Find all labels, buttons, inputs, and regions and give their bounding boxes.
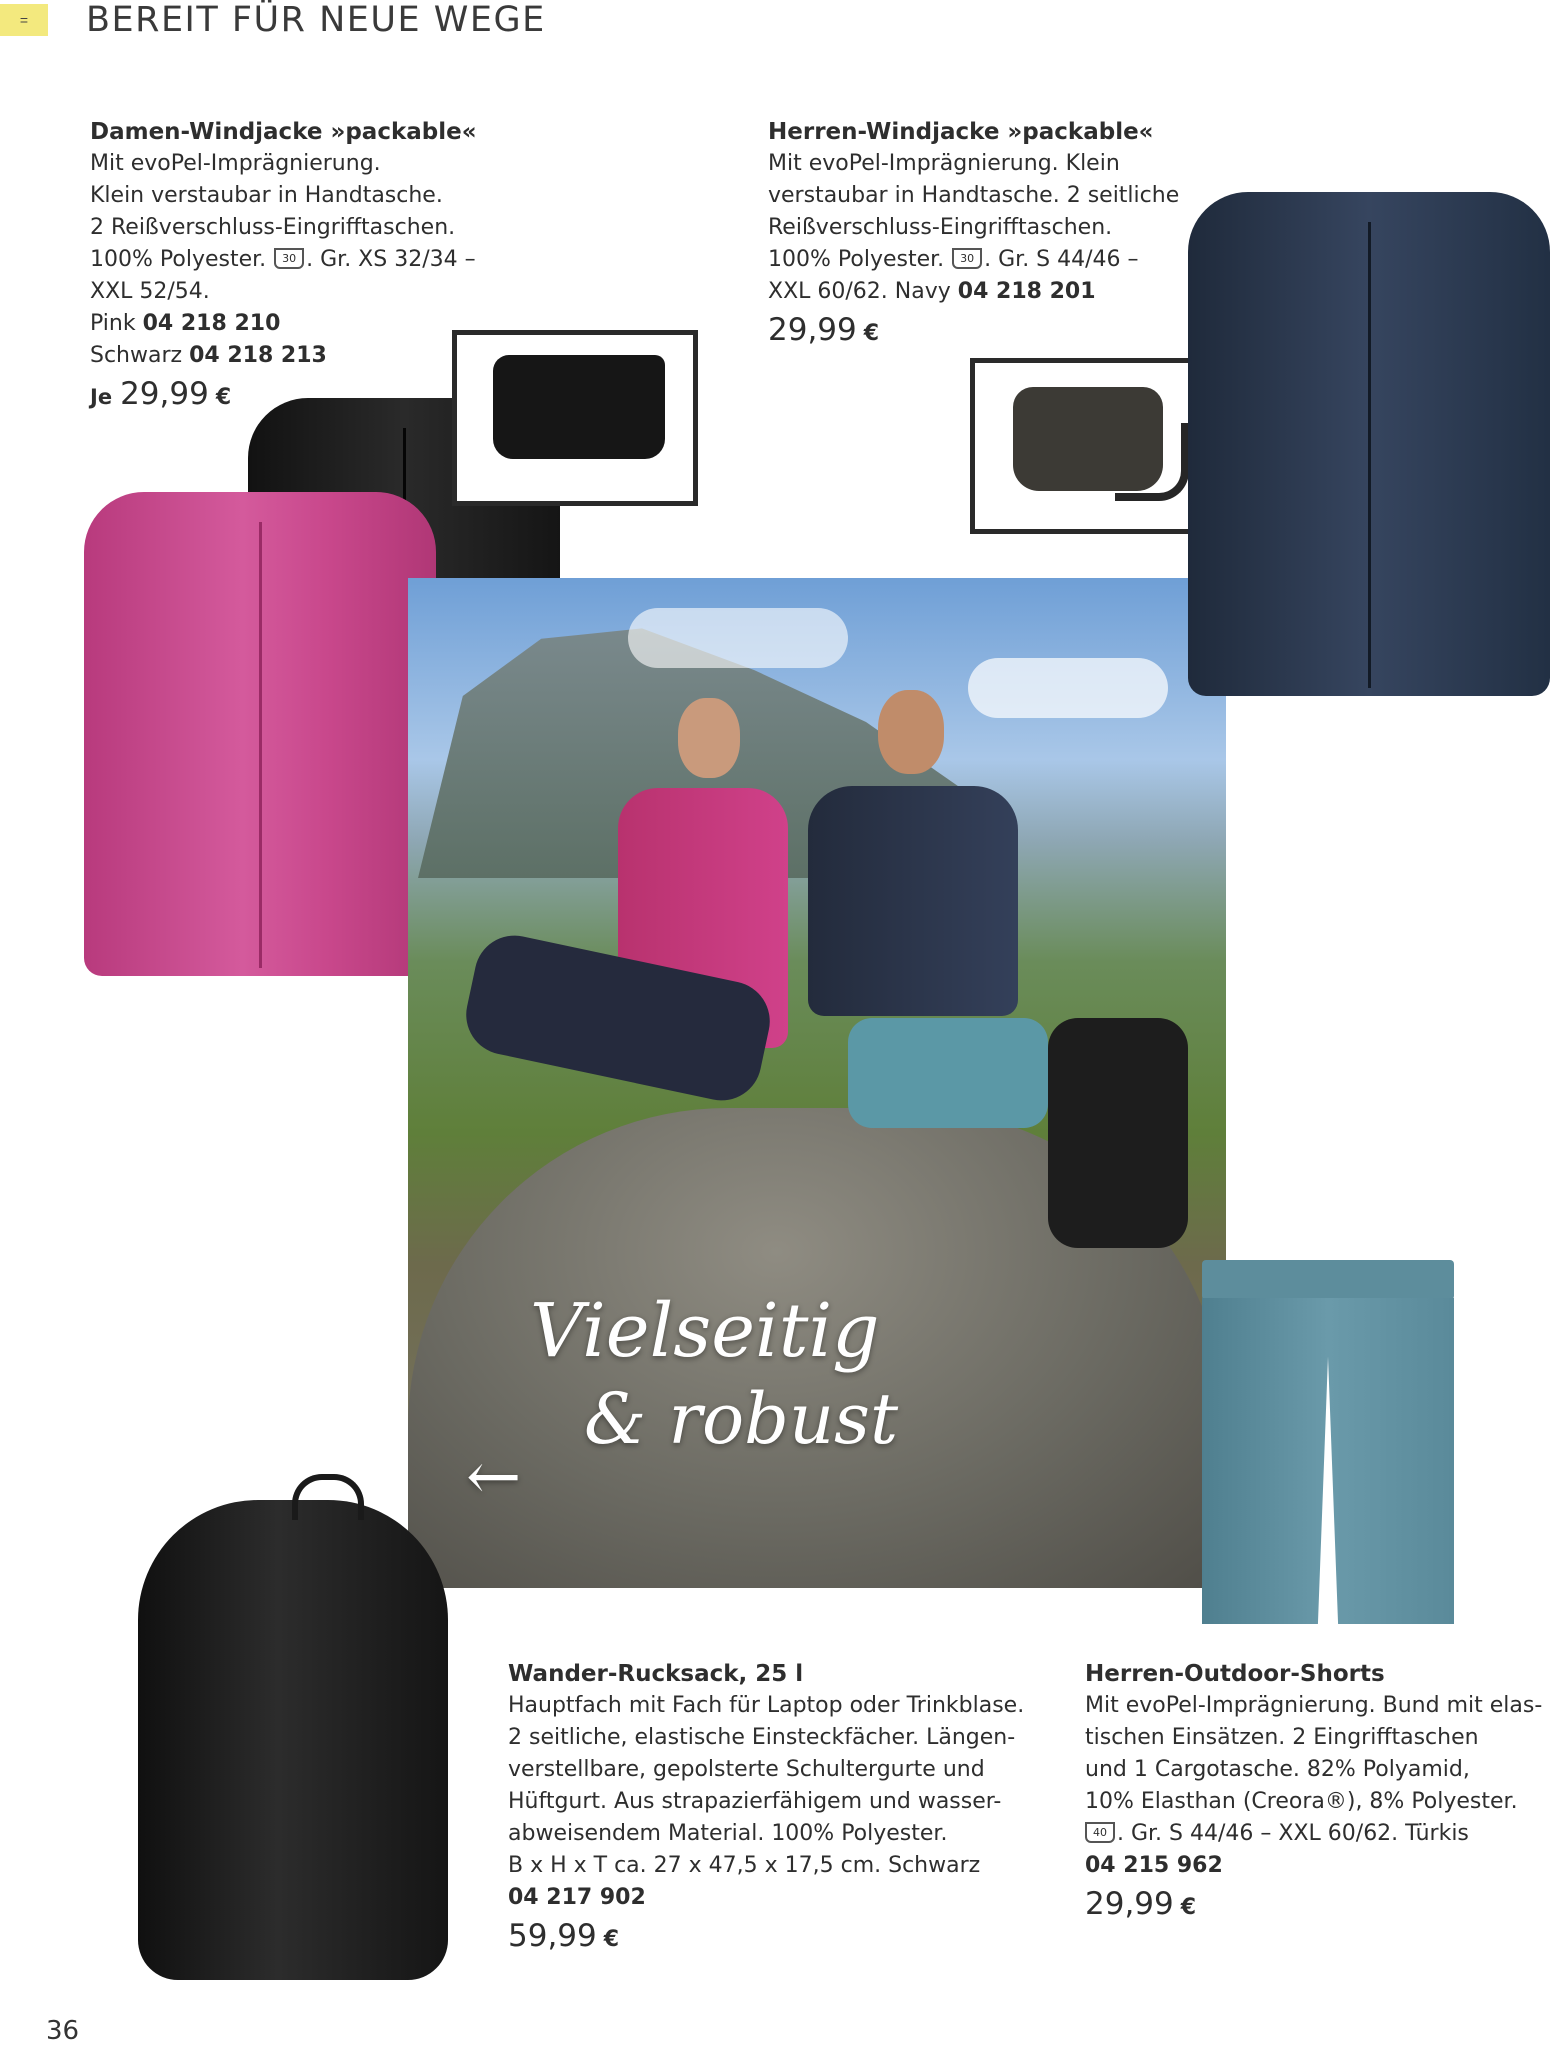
packed-pouch-inset (452, 330, 698, 506)
variant-color: Pink (90, 311, 136, 336)
bag-strap (1115, 423, 1189, 501)
woman-head (678, 698, 740, 778)
menu-icon[interactable] (0, 4, 48, 36)
price-prefix: Je (90, 385, 113, 409)
desc-line: 2 seitliche, elastische Einsteckfächer. Längen- (508, 1725, 1016, 1750)
product-name: Wander-Rucksack, 25 l (508, 1661, 804, 1687)
sizes: . Gr. XS 32/34 – (306, 247, 476, 272)
currency: € (215, 385, 232, 410)
rucksack-info (508, 1658, 1048, 1956)
wash-care-icon: 30 (274, 248, 304, 269)
waistband (1202, 1260, 1454, 1300)
desc-line: abweisendem Material. 100% Polyester. (508, 1821, 948, 1846)
cloud (968, 658, 1168, 718)
price (508, 1914, 1048, 1956)
sizes-line (1085, 1818, 1545, 1850)
price-value: 29,99 (768, 312, 857, 348)
herren-windjacke-info (768, 116, 1188, 350)
price-value: 29,99 (1085, 1886, 1174, 1922)
desc-line: verstellbare, gepolsterte Schultergurte und (508, 1757, 985, 1782)
article-number: 04 217 902 (508, 1885, 646, 1910)
desc-line: Klein verstaubar in Handtasche. (90, 183, 443, 208)
backpack-handle (292, 1474, 364, 1520)
teal-shorts-image (1202, 1260, 1454, 1624)
material: 100% Polyester. (90, 247, 267, 272)
desc-line: tischen Einsätzen. 2 Eingrifftaschen (1085, 1725, 1479, 1750)
shorts-info (1085, 1658, 1545, 1924)
price (768, 308, 1188, 350)
article-number: 04 218 201 (957, 279, 1096, 304)
slogan-line1: Vielseitig (530, 1288, 880, 1374)
currency: € (863, 321, 880, 346)
article-number: 04 218 210 (142, 311, 281, 336)
man-teal-shorts (848, 1018, 1048, 1128)
backpack-in-photo (1048, 1018, 1188, 1248)
desc-line: 2 Reißverschluss-Eingrifftaschen. (90, 215, 456, 240)
wash-care-icon: 40 (1085, 1822, 1115, 1843)
material-line (768, 244, 1188, 276)
product-name: Herren-Windjacke »packable« (768, 119, 1154, 145)
article-number: 04 215 962 (1085, 1853, 1223, 1878)
material-line (90, 244, 510, 276)
outdoor-photo (408, 578, 1226, 1588)
product-name: Herren-Outdoor-Shorts (1085, 1661, 1385, 1687)
desc-line: B x H x T ca. 27 x 47,5 x 17,5 cm. Schwarz (508, 1853, 981, 1878)
currency: € (1180, 1895, 1197, 1920)
desc-line: Hauptfach mit Fach für Laptop oder Trinkblase. (508, 1693, 1025, 1718)
material: 100% Polyester. (768, 247, 945, 272)
sizes: . Gr. S 44/46 – (984, 247, 1139, 272)
damen-windjacke-info (90, 116, 510, 414)
desc-line: 10% Elasthan (Creora®), 8% Polyester. (1085, 1789, 1518, 1814)
page-number: 36 (46, 2016, 80, 2046)
sizes: . Gr. S 44/46 – XXL 60/62. Türkis (1117, 1821, 1469, 1846)
arrow-left-icon: ← (466, 1438, 522, 1515)
cloud (628, 608, 848, 668)
man-navy-jacket (808, 786, 1018, 1016)
desc-line: und 1 Cargotasche. 82% Polyamid, (1085, 1757, 1470, 1782)
pink-jacket-image (84, 492, 436, 976)
desc-line: Reißverschluss-Eingrifftaschen. (768, 215, 1113, 240)
navy-jacket-image (1188, 192, 1550, 696)
menu-glyph: = (19, 12, 29, 28)
desc-line: verstaubar in Handtasche. 2 seitliche (768, 183, 1180, 208)
variant-black (90, 340, 510, 372)
section-title: BEREIT FÜR NEUE WEGE (86, 0, 546, 40)
wash-care-icon: 30 (952, 248, 982, 269)
black-pouch-image (493, 355, 665, 459)
product-name: Damen-Windjacke »packable« (90, 119, 477, 145)
price-value: 59,99 (508, 1918, 597, 1954)
slogan-line2: & robust (584, 1378, 899, 1460)
packed-bag-inset (970, 358, 1208, 534)
desc-line: Mit evoPel-Imprägnierung. Klein (768, 151, 1120, 176)
variant-pink (90, 308, 510, 340)
shorts-legs (1202, 1298, 1454, 1624)
variant-color: Schwarz (90, 343, 183, 368)
sizes: XXL 60/62. Navy (768, 279, 951, 304)
man-head (878, 690, 944, 774)
article-number: 04 218 213 (189, 343, 327, 368)
sizes-line: XXL 52/54. (90, 279, 210, 304)
black-backpack-image (138, 1500, 448, 1980)
sizes-line (768, 276, 1188, 308)
desc-line: Hüftgurt. Aus strapazierfähigem und wasser- (508, 1789, 1002, 1814)
desc-line: Mit evoPel-Imprägnierung. Bund mit elas- (1085, 1693, 1543, 1718)
desc-line: Mit evoPel-Imprägnierung. (90, 151, 381, 176)
price (1085, 1882, 1545, 1924)
currency: € (603, 1927, 620, 1952)
price-value: 29,99 (120, 376, 209, 412)
